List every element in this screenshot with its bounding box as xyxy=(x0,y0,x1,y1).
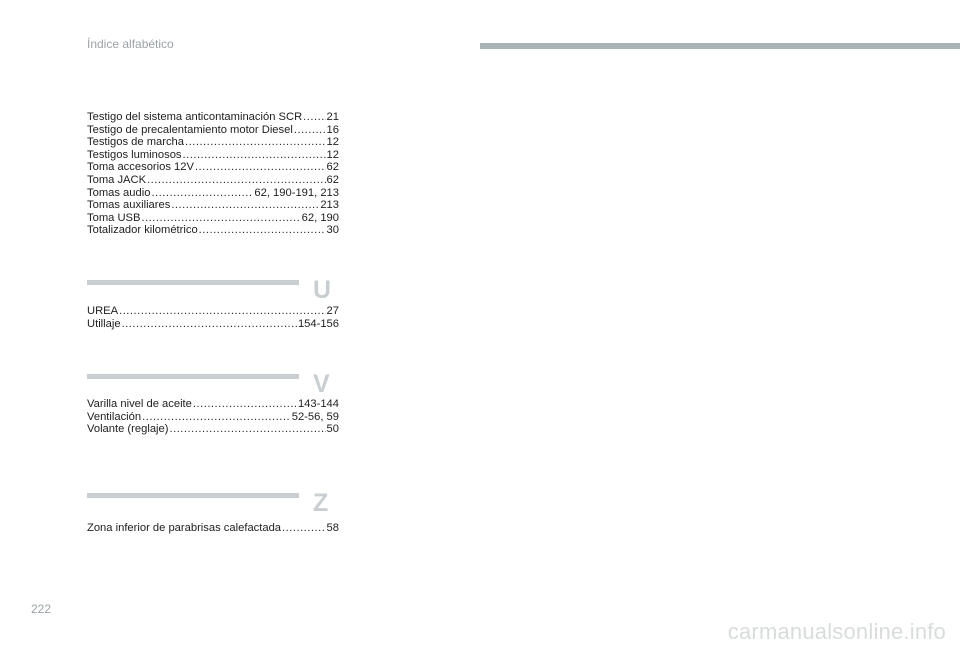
section-letter-u: U xyxy=(313,276,332,304)
entry-term: Utillaje xyxy=(87,317,121,330)
leader-dots xyxy=(119,305,325,318)
entry-term: UREA xyxy=(87,305,119,317)
leader-dots xyxy=(122,318,297,331)
entry-term: Toma USB xyxy=(87,211,141,224)
entry-page: 143-144 xyxy=(297,398,339,410)
entry-page: 50 xyxy=(326,423,339,436)
index-entry xyxy=(87,212,339,225)
leader-dots xyxy=(195,161,326,174)
entry-term: Tomas audio xyxy=(87,186,151,199)
leader-dots xyxy=(151,187,253,200)
entry-page: 12 xyxy=(326,136,339,149)
entry-page: 62, 190 xyxy=(301,211,339,224)
section-divider-z xyxy=(87,493,299,498)
index-section-z xyxy=(87,522,339,535)
entry-term: Testigo del sistema anticontaminación SCR xyxy=(87,111,303,123)
index-entry xyxy=(87,149,339,162)
leader-dots xyxy=(171,199,319,212)
page-number: 222 xyxy=(31,602,52,616)
index-entry xyxy=(87,161,339,174)
index-section-v xyxy=(87,398,339,436)
entry-page: 213 xyxy=(320,199,339,212)
leader-dots xyxy=(141,212,300,225)
entry-page: 16 xyxy=(326,123,339,136)
index-entry xyxy=(87,522,339,535)
entry-page: 12 xyxy=(326,148,339,161)
section-divider-u xyxy=(87,280,299,285)
index-entry xyxy=(87,318,339,331)
watermark: carmanualsonline.info xyxy=(727,619,946,644)
header-bar xyxy=(480,43,960,49)
index-section-u xyxy=(87,305,339,330)
entry-term: Zona inferior de parabrisas calefactada xyxy=(87,522,282,534)
entry-term: Tomas auxiliares xyxy=(87,199,171,212)
index-entry xyxy=(87,124,339,137)
section-letter-v: V xyxy=(313,370,330,398)
index-entry xyxy=(87,398,339,411)
leader-dots xyxy=(169,423,325,436)
entry-term: Testigo de precalentamiento motor Diesel xyxy=(87,123,293,136)
index-entry xyxy=(87,411,339,424)
leader-dots xyxy=(294,124,326,137)
entry-term: Toma JACK xyxy=(87,173,147,186)
entry-term: Ventilación xyxy=(87,410,142,423)
section-letter-z: Z xyxy=(313,489,329,517)
leader-dots xyxy=(193,398,297,411)
entry-page: 27 xyxy=(326,305,339,317)
entry-page: 62, 190-191, 213 xyxy=(254,186,339,199)
entry-page: 52-56, 59 xyxy=(291,410,339,423)
entry-page: 154-156 xyxy=(297,317,339,330)
entry-term: Volante (reglaje) xyxy=(87,423,169,436)
entry-page: 30 xyxy=(326,224,339,237)
leader-dots xyxy=(183,149,326,162)
leader-dots xyxy=(303,111,325,124)
leader-dots xyxy=(147,174,325,187)
index-entry xyxy=(87,174,339,187)
index-section-t xyxy=(87,111,339,237)
section-divider-v xyxy=(87,374,299,379)
entry-term: Testigos luminosos xyxy=(87,148,182,161)
leader-dots xyxy=(282,522,326,535)
index-entry xyxy=(87,305,339,318)
section-title: Índice alfabético xyxy=(87,37,174,51)
leader-dots xyxy=(185,136,326,149)
entry-term: Toma accesorios 12V xyxy=(87,161,194,174)
index-entry xyxy=(87,136,339,149)
leader-dots xyxy=(142,411,291,424)
index-entry xyxy=(87,187,339,200)
entry-term: Testigos de marcha xyxy=(87,136,185,149)
index-entry xyxy=(87,224,339,237)
entry-term: Varilla nivel de aceite xyxy=(87,398,192,410)
entry-page: 58 xyxy=(326,522,339,534)
leader-dots xyxy=(199,224,326,237)
index-entry xyxy=(87,423,339,436)
index-entry xyxy=(87,111,339,124)
entry-page: 62 xyxy=(326,161,339,174)
entry-page: 62 xyxy=(326,173,339,186)
index-entry xyxy=(87,199,339,212)
entry-page: 21 xyxy=(326,111,339,123)
entry-term: Totalizador kilométrico xyxy=(87,224,198,237)
